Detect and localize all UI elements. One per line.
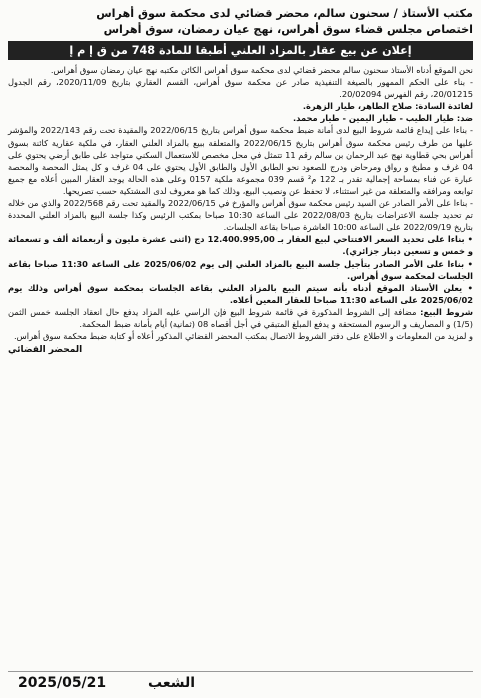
sale-conditions-text: مضافة إلى الشروط المذكورة في قائمة شروط البيع فإن الراسي عليه المزاد يدفع حال انعقاد الجلسة خمس الثمن (1/5) و المصاريف و الرسوم المستحقة و يدفع المبلغ المتبقي في أجل أقصاه 08 (ثمانية) أيام بأمانة ضبط المحكمة. [8, 306, 473, 329]
order-paragraph: - بناءا على الأمر الصادر عن السيد رئيس محكمة سوق أهراس والمؤرخ في 2022/06/15 والمقيد تحت رقم 2022/568 والذي من خلاله تم تحديد جلسة الاعتراضات بتاريخ 2022/08/03 على الساعة 10:30 صباحا بمكتب الرئيس وكذا جلسة البيع بالمزاد العلني المحددة بتاريخ 2022/09/19 على الساعة 10:00 العاشرة صباحا بقاعة الجلسات. [8, 198, 473, 233]
signature: المحضر القضائي [8, 345, 83, 356]
beneficiaries-line: لفائدة السادة: صلاح الطاهر، طيار الزهرة. [302, 101, 473, 112]
newspaper-name: الشعب [148, 675, 196, 691]
property-description-paragraph: - بناءا على إيداع قائمة شروط البيع لدى أمانة ضبط محكمة سوق أهراس بتاريخ 2022/06/15 والمقيدة تحت رقم 2022/143 والمؤشر عليها من طرف رئيس محكمة سوق أهراس بتاريخ 2022/06/15 والمتعلقة ببيع بالمزاد العلني العقار، في ملكية عقارية كائنة بسوق أهراس بحي قطاوية نهج عبد الرحمان بن سالم رقم 11 تتمثل في محل مخصص للاستعمال السكني متواجد على طابق أرضي يحتوي على 04 غرف و مطبخ و رواق ومرحاض ودرج للصعود نحو الطابق الأول والطابق الأول يحتوي على 04 غرف و كل يمثل المحصة والمحصة عبارة عن فناء بمساحة إجمالية تقدر بـ 122 م² قسم 039 مجموعة ملكية 0157 وعلى هذه الحالة يوجد العقار المبين أعلاه مع جميع توابعه ومرافقه والمتعلقة من غير استثناء، لا تحفظ عن ونصيب البيع، وذلك كما هو معروف لدى المشتكية حسب تصريحها. [8, 125, 474, 196]
contact-paragraph: و لمزيد من المعلومات و الاطلاع على دفتر الشروط الاتصال بمكتب المحضر القضائي المذكور أعلاه أو كتابة ضبط محكمة سوق أهراس. [14, 331, 473, 342]
footer [8, 671, 473, 694]
defendants-line: ضد: طيار الطيب - طيار اليمين - طيار محمد. [293, 113, 473, 124]
sale-conditions-label: شروط البيع: [420, 306, 474, 317]
judgment-paragraph: - بناء على الحكم الممهور بالصيغة التنفيذية صادر عن محكمة سوق أهراس، القسم العقاري بتاريخ 2020/11/09، رقم الجدول 20/01215، رقم الفهرس 20/02094. [8, 77, 473, 100]
sale-announcement-paragraph: • يعلن الأستاذ الموقع أدناه بأنه سيتم البيع بالمزاد العلني بقاعة الجلسات بمحكمة سوق أهراس وذلك يوم 2025/06/02 على الساعة 11:30 صباحا للعقار المعين أعلاه. [8, 282, 473, 305]
publication-date: 2025/05/21 [18, 675, 107, 691]
opening-price-paragraph: • بناءا على تحديد السعر الافتتاحي لبيع العقار بـ 12.400.995,00 دج (اثنى عشرة مليون و أربعمائة ألف و تسعمائة و خمس و تسعين دينار جزائري). [8, 234, 473, 257]
announcement-body [8, 64, 473, 356]
sale-conditions-paragraph [8, 306, 473, 330]
office-header-line-1: مكتب الأستاذ / سحنون سالم، محضر قضائي لدى محكمة سوق أهراس [96, 7, 473, 20]
postponement-paragraph: • بناءا على الأمر الصادر بتأجيل جلسة البيع بالمزاد العلني إلى يوم 2025/06/02 على الساعة 11:30 صباحا بقاعة الجلسات لمحكمة سوق أهراس. [8, 258, 473, 281]
office-header-line-2: اختصاص مجلس قضاء سوق أهراس، نهج عيان رمضان، سوق أهراس [103, 23, 473, 36]
intro-paragraph: نحن الموقع أدناه الأستاذ سحنون سالم محضر قضائي لدى محكمة سوق أهراس الكائن مكتبه نهج عيان رمضان سوق أهراس. [50, 65, 473, 75]
announcement-title: إعلان عن بيع عقار بالمزاد العلني أطبقا للمادة 748 من ق إ م إ [8, 41, 473, 60]
